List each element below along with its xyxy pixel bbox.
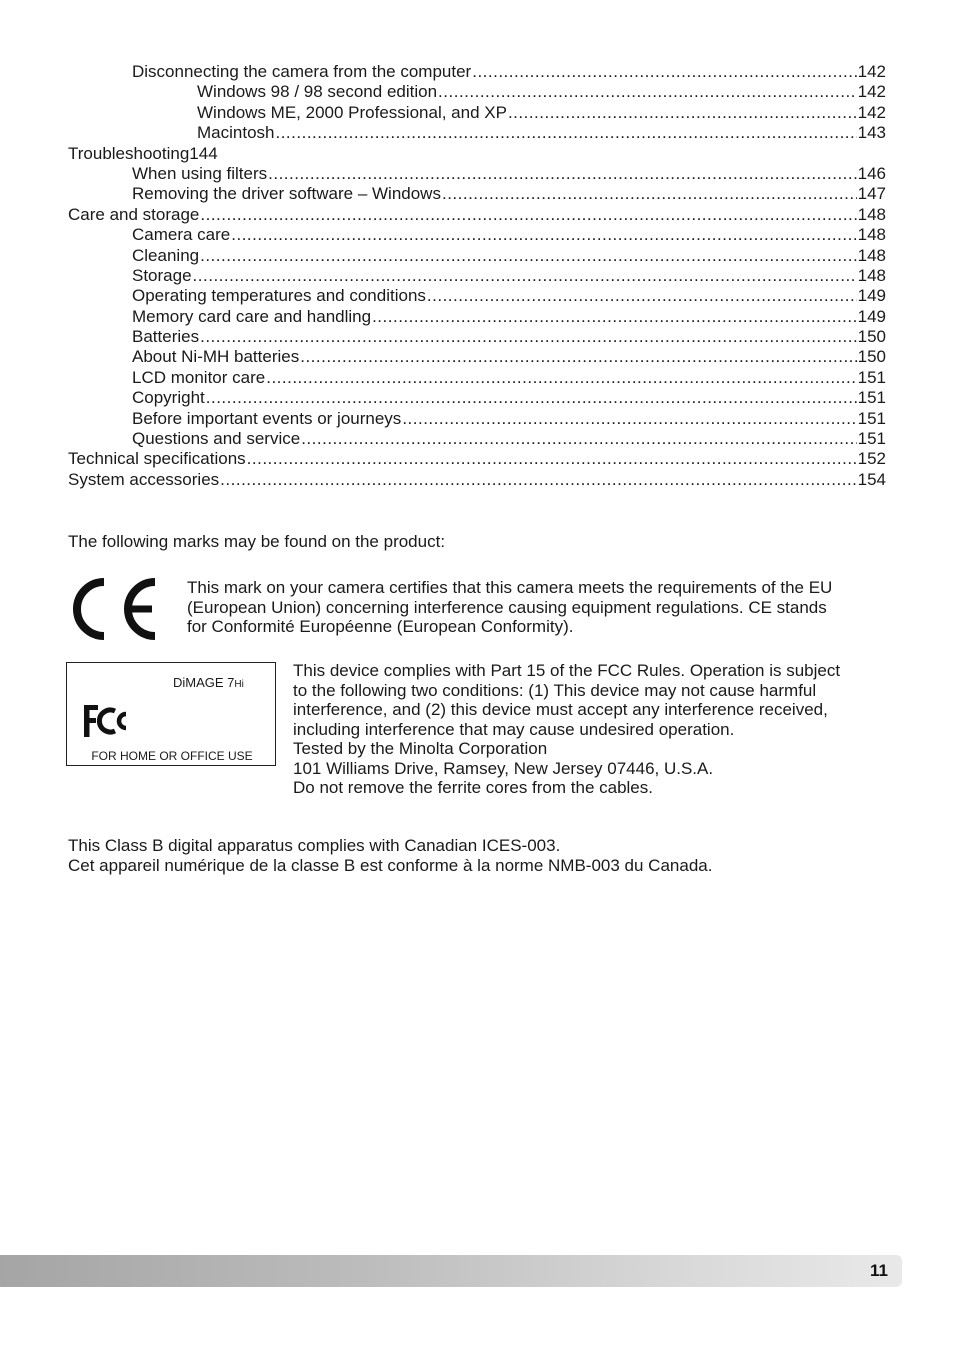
toc-page-number: 143	[857, 123, 886, 143]
toc-title: Windows ME, 2000 Professional, and XP	[197, 102, 507, 122]
toc-title: Windows 98 / 98 second edition	[197, 82, 438, 102]
toc-leader	[301, 429, 856, 449]
toc-leader	[200, 205, 856, 225]
toc-title: Memory card care and handling	[132, 306, 372, 326]
fcc-line: Do not remove the ferrite cores from the cables.	[293, 778, 653, 797]
toc-page-number: 148	[857, 245, 886, 265]
toc-title: Technical specifications	[68, 449, 246, 469]
toc-leader	[427, 286, 857, 306]
toc-page-number: 142	[857, 82, 886, 102]
toc-title: Batteries	[132, 327, 200, 347]
toc-entry	[68, 144, 886, 164]
ce-description	[187, 578, 889, 637]
toc-leader	[247, 449, 857, 469]
table-of-contents	[68, 62, 886, 490]
page-number: 11	[870, 1261, 888, 1280]
toc-page-number: 151	[857, 367, 886, 387]
fcc-use-label: FOR HOME OR OFFICE USE	[91, 749, 253, 763]
fcc-line: to the following two conditions: (1) This device may not cause harmful	[293, 680, 817, 700]
toc-entry	[68, 246, 886, 266]
toc-title: System accessories	[68, 469, 220, 489]
toc-page-number: 150	[857, 347, 886, 367]
toc-page-number: 144	[189, 143, 218, 163]
canada-line: This Class B digital apparatus complies with Canadian ICES-003.	[68, 836, 561, 855]
toc-entry	[68, 307, 886, 327]
toc-page-number: 151	[857, 429, 886, 449]
fcc-line: including interference that may cause undesired operation.	[293, 719, 735, 739]
toc-page-number: 149	[857, 286, 886, 306]
toc-leader	[193, 266, 857, 286]
fcc-logo-icon	[82, 703, 130, 739]
fcc-line: This device complies with Part 15 of the FCC Rules. Operation is subject	[293, 661, 841, 680]
toc-page-number: 142	[857, 62, 886, 81]
fcc-model	[173, 675, 244, 690]
toc-leader	[438, 82, 857, 102]
toc-entry	[68, 368, 886, 388]
toc-leader	[372, 307, 857, 327]
ce-mark-icon	[66, 576, 158, 642]
toc-entry	[68, 347, 886, 367]
toc-leader	[231, 225, 856, 245]
footer-bar	[0, 1255, 902, 1287]
toc-title: Copyright	[132, 388, 205, 408]
toc-title: When using filters	[132, 163, 268, 183]
toc-entry	[68, 286, 886, 306]
toc-entry	[68, 164, 886, 184]
toc-leader	[200, 327, 857, 347]
fcc-line: Tested by the Minolta Corporation	[293, 739, 548, 758]
marks-intro: The following marks may be found on the product:	[68, 532, 446, 551]
toc-page-number: 148	[857, 204, 886, 224]
ce-line: This mark on your camera certifies that this camera meets the requirements of the EU	[187, 578, 833, 597]
ce-line: for Conformité Européenne (European Conformity).	[187, 617, 574, 636]
model-suffix: Hi	[234, 679, 244, 690]
toc-page-number: 146	[857, 163, 886, 183]
ce-line: (European Union) concerning interference causing equipment regulations. CE stands	[187, 597, 827, 617]
fcc-line: interference, and (2) this device must accept any interference received,	[293, 700, 828, 719]
toc-title: Before important events or journeys	[132, 408, 402, 428]
toc-entry	[68, 429, 886, 449]
toc-title: Disconnecting the camera from the computer	[132, 62, 472, 81]
toc-title: Cleaning	[132, 245, 200, 265]
toc-entry	[68, 62, 886, 82]
toc-page-number: 154	[857, 469, 886, 489]
toc-page-number: 147	[857, 184, 886, 204]
toc-leader	[472, 62, 856, 82]
toc-entry	[68, 184, 886, 204]
toc-leader	[275, 123, 856, 143]
toc-page-number: 152	[857, 449, 886, 469]
toc-title: Removing the driver software – Windows	[132, 184, 441, 204]
toc-entry	[68, 470, 886, 490]
toc-leader	[200, 246, 857, 266]
toc-page-number: 151	[857, 408, 886, 428]
fcc-description	[293, 661, 893, 798]
canada-compliance	[68, 836, 888, 875]
model-name: DiMAGE 7	[173, 675, 235, 690]
canada-line: Cet appareil numérique de la classe B est conforme à la norme NMB-003 du Canada.	[68, 855, 713, 875]
toc-entry	[68, 327, 886, 347]
toc-leader	[220, 470, 856, 490]
toc-page-number: 151	[857, 388, 886, 408]
toc-title: Macintosh	[197, 123, 275, 143]
toc-title: Storage	[132, 265, 192, 285]
toc-entry	[68, 205, 886, 225]
toc-entry	[68, 123, 886, 143]
toc-title: Troubleshooting	[68, 143, 190, 163]
toc-page-number: 150	[857, 327, 886, 347]
toc-page-number: 142	[857, 102, 886, 122]
toc-leader	[508, 103, 857, 123]
toc-title: Operating temperatures and conditions	[132, 286, 426, 306]
toc-title: Care and storage	[68, 204, 200, 224]
toc-page-number: 148	[857, 225, 886, 245]
toc-leader	[266, 368, 856, 388]
toc-leader	[442, 184, 857, 204]
toc-leader	[206, 388, 857, 408]
fcc-label	[66, 662, 276, 766]
toc-entry	[68, 225, 886, 245]
toc-leader	[300, 347, 856, 367]
toc-page-number: 149	[857, 306, 886, 326]
toc-title: Questions and service	[132, 429, 301, 449]
toc-entry	[68, 103, 886, 123]
toc-entry	[68, 82, 886, 102]
toc-entry	[68, 388, 886, 408]
toc-page-number: 148	[857, 265, 886, 285]
toc-entry	[68, 449, 886, 469]
toc-title: Camera care	[132, 225, 231, 245]
toc-title: About Ni-MH batteries	[132, 347, 300, 367]
toc-leader	[402, 409, 856, 429]
toc-entry	[68, 266, 886, 286]
toc-title: LCD monitor care	[132, 367, 266, 387]
fcc-line: 101 Williams Drive, Ramsey, New Jersey 07446, U.S.A.	[293, 758, 714, 778]
toc-leader	[268, 164, 857, 184]
toc-entry	[68, 409, 886, 429]
